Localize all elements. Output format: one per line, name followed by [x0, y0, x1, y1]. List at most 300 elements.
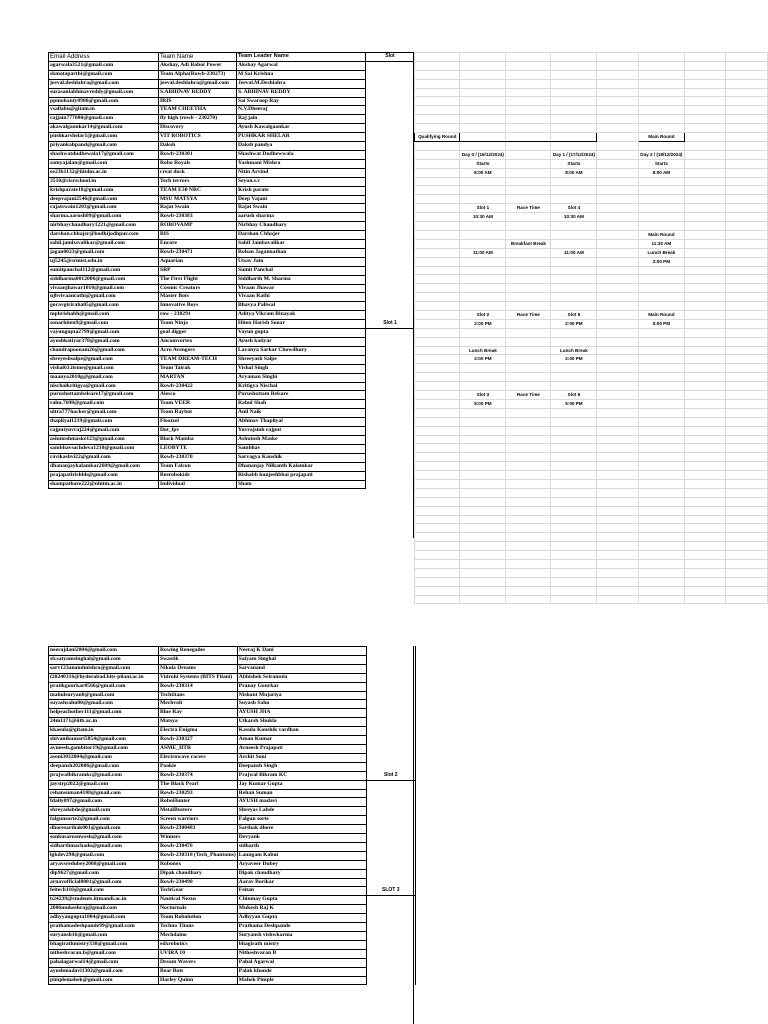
- schedule-cell: [597, 284, 639, 293]
- leader-name-cell: Abhishek Sriramula: [237, 673, 366, 682]
- schedule-cell: [638, 595, 684, 604]
- schedule-cell: [684, 115, 726, 124]
- table-row: [49, 159, 415, 168]
- leader-name-cell: Rehan Suman: [237, 789, 366, 798]
- email-cell: ee23b1132@iiitdm.ac.in: [49, 168, 159, 177]
- schedule-cell: [597, 542, 639, 551]
- email-cell: pahalagarwal14@gmail.com: [49, 958, 159, 967]
- schedule-row: [415, 141, 768, 150]
- schedule-cell: [506, 426, 551, 435]
- team-name-cell: TechGear: [159, 887, 238, 896]
- schedule-cell: [726, 399, 768, 408]
- table-row: [49, 418, 415, 427]
- schedule-cell: [415, 382, 460, 391]
- team-name-cell: Encore: [159, 240, 237, 249]
- schedule-cell: [638, 302, 684, 311]
- email-cell: suryansh16@gmail.com: [49, 932, 159, 941]
- schedule-cell: [506, 533, 551, 542]
- schedule-cell: [460, 284, 506, 293]
- email-cell: vivaanjhawar1010@gmail.com: [49, 284, 159, 293]
- email-cell: pushkarshelar1@gmail.com: [49, 133, 159, 142]
- leader-name-cell: Chinmay Gupta: [237, 896, 366, 905]
- team-name-cell: Floatzel: [159, 418, 237, 427]
- schedule-cell: [726, 106, 768, 115]
- schedule-cell: [551, 568, 597, 577]
- schedule-cell: [597, 408, 639, 417]
- email-cell: agarwala3521@gmail.com: [49, 61, 159, 70]
- email-cell: ravikashvi22@gmail.com: [49, 453, 159, 462]
- schedule-cell: [638, 373, 684, 382]
- email-cell: shreyeshsalpe@gmail.com: [49, 355, 159, 364]
- schedule-cell: [726, 488, 768, 497]
- schedule-cell: [638, 417, 684, 426]
- leader-name-cell: Darshan Chhajer: [237, 231, 366, 240]
- schedule-cell: [460, 595, 506, 604]
- main-round-label: Main Round: [638, 230, 684, 239]
- schedule-cell: [506, 586, 551, 595]
- schedule-cell: [726, 124, 768, 133]
- slot-cell: [366, 976, 415, 985]
- schedule-cell: [551, 471, 597, 480]
- team-name-cell: SRP: [159, 266, 237, 275]
- schedule-cell: [597, 293, 639, 302]
- schedule-cell: [460, 53, 506, 62]
- schedule-cell: [506, 248, 551, 257]
- schedule-cell: [597, 399, 639, 408]
- slot-cell: [366, 736, 415, 745]
- table-row: [49, 293, 415, 302]
- slot-cell: [366, 471, 415, 480]
- schedule-row: [415, 124, 768, 133]
- schedule-row: [415, 515, 768, 524]
- schedule-cell: [684, 204, 726, 213]
- email-cell: maanya2010g@gmail.com: [49, 373, 159, 382]
- time-1100: 11:00 AM: [460, 248, 506, 257]
- table-row: [49, 409, 415, 418]
- race-schedule-grid: [414, 52, 768, 604]
- email-cell: 3510@cisrschool.in: [49, 177, 159, 186]
- email-cell: vsallabu@gitam.in: [49, 106, 159, 115]
- schedule-cell: [415, 293, 460, 302]
- leader-name-cell: Rajat Swain: [237, 204, 366, 213]
- schedule-row: [415, 408, 768, 417]
- slot-cell: [366, 355, 415, 364]
- schedule-cell: [415, 533, 460, 542]
- email-cell: nirbhaychaudhary1221@gmail.com: [49, 222, 159, 231]
- team-name-cell: Matsya: [159, 718, 238, 727]
- schedule-row: [415, 61, 768, 70]
- slot-cell: [366, 789, 415, 798]
- team-name-cell: Rowb-230383: [159, 213, 237, 222]
- schedule-cell: [415, 462, 460, 471]
- email-cell: lgkdev298@gmail.com: [49, 851, 159, 860]
- schedule-cell: [506, 186, 551, 195]
- leader-name-cell: Jay Kumar Gupta: [237, 780, 366, 789]
- team-name-cell: Team Raybot: [159, 409, 237, 418]
- schedule-row: [415, 53, 768, 62]
- table-row: [49, 142, 415, 151]
- schedule-cell: [415, 159, 460, 168]
- schedule-cell: [415, 141, 460, 150]
- schedule-cell: [506, 133, 551, 142]
- slot-cell: [366, 444, 415, 453]
- schedule-cell: [551, 222, 597, 231]
- team-name-cell: Nocturnals: [159, 905, 238, 914]
- email-cell: sumitpanchal112@gmail.com: [49, 266, 159, 275]
- slot-cell: [366, 266, 415, 275]
- team-name-cell: The First Flight: [159, 275, 237, 284]
- leader-name-cell: Abhinav Thapliyal: [237, 418, 366, 427]
- schedule-cell: [551, 551, 597, 560]
- schedule-cell: [726, 61, 768, 70]
- schedule-row: [415, 453, 768, 462]
- email-cell: dip9627@gmail.com: [49, 869, 159, 878]
- schedule-cell: [415, 88, 460, 97]
- schedule-cell: [460, 488, 506, 497]
- schedule-cell: [551, 97, 597, 106]
- schedule-cell: [460, 586, 506, 595]
- leader-name-cell: Yuvrajsinh rajput: [237, 427, 366, 436]
- team-name-cell: VIT ROBOTICS: [159, 133, 237, 142]
- leader-name-cell: M Sai Krishna: [237, 70, 366, 79]
- leader-name-cell: Avneesh Prajapati: [237, 744, 366, 753]
- leader-name-cell: PUSHKAR SHELAR: [237, 133, 366, 142]
- schedule-cell: [684, 133, 726, 142]
- slot-cell: [366, 231, 415, 240]
- email-cell: b24239@students.iitmandi.ac.in: [49, 896, 159, 905]
- table-row: [49, 204, 415, 213]
- schedule-row: [415, 168, 768, 177]
- schedule-cell: [460, 408, 506, 417]
- leader-name-cell: Akshay Agarwal: [237, 61, 366, 70]
- schedule-cell: [415, 399, 460, 408]
- schedule-cell: [726, 471, 768, 480]
- schedule-cell: [506, 346, 551, 355]
- schedule-cell: [638, 453, 684, 462]
- schedule-cell: [551, 70, 597, 79]
- schedule-cell: [415, 319, 460, 328]
- email-cell: mahulsuryan0@gmail.com: [49, 691, 159, 700]
- schedule-cell: [597, 533, 639, 542]
- day-1-label: Day 1 / (17/12/2024): [551, 150, 597, 159]
- schedule-cell: [551, 124, 597, 133]
- schedule-cell: [460, 435, 506, 444]
- slot-cell: [366, 655, 415, 664]
- schedule-row: [415, 551, 768, 560]
- team-name-cell: Rowb-230293: [159, 789, 238, 798]
- schedule-cell: [684, 222, 726, 231]
- leader-name-cell: Utkarsh Shukla: [237, 718, 366, 727]
- schedule-cell: [551, 515, 597, 524]
- email-cell: bhagirathmistry338@gmail.com: [49, 940, 159, 949]
- schedule-cell: [684, 248, 726, 257]
- schedule-cell: [597, 595, 639, 604]
- schedule-cell: [684, 186, 726, 195]
- schedule-cell: [415, 222, 460, 231]
- schedule-row: [415, 506, 768, 515]
- schedule-row: [415, 319, 768, 328]
- schedule-cell: [638, 177, 684, 186]
- schedule-cell: [638, 53, 684, 62]
- schedule-cell: [415, 355, 460, 364]
- schedule-cell: [684, 106, 726, 115]
- schedule-cell: [597, 382, 639, 391]
- table-row: [49, 471, 415, 480]
- email-cell: sharma.aarush09@gmail.com: [49, 213, 159, 222]
- schedule-row: [415, 346, 768, 355]
- schedule-cell: [638, 577, 684, 586]
- schedule-cell: [460, 239, 506, 248]
- schedule-cell: [726, 346, 768, 355]
- email-cell: thapliyal1219@gmail.com: [49, 418, 159, 427]
- schedule-cell: [551, 88, 597, 97]
- schedule-cell: [506, 195, 551, 204]
- schedule-cell: [726, 364, 768, 373]
- schedule-cell: [597, 497, 639, 506]
- team-name-cell: Black Mamba: [159, 435, 237, 444]
- team-name-cell: creat dock: [159, 168, 237, 177]
- schedule-cell: [638, 186, 684, 195]
- email-cell: sahil.jambavalikar@gmail.com: [49, 240, 159, 249]
- slot-cell: [366, 186, 415, 195]
- schedule-cell: [460, 560, 506, 569]
- schedule-cell: [684, 542, 726, 551]
- schedule-row: [415, 310, 768, 319]
- starts-label: Starts: [460, 159, 506, 168]
- day-2-label: Day 2 / (18/12/2024): [638, 150, 684, 159]
- table-row: [49, 718, 416, 727]
- schedule-cell: [460, 133, 506, 142]
- table-row: [49, 391, 415, 400]
- time-1030: 10:30 AM: [460, 213, 506, 222]
- schedule-row: [415, 586, 768, 595]
- schedule-cell: [597, 488, 639, 497]
- team-name-cell: Techtitans: [159, 691, 238, 700]
- schedule-cell: [726, 266, 768, 275]
- email-cell: prajapatirishbh@gmail.com: [49, 471, 159, 480]
- schedule-cell: [551, 133, 597, 142]
- schedule-row: [415, 382, 768, 391]
- slot-cell: [366, 329, 415, 338]
- schedule-cell: [460, 141, 506, 150]
- schedule-cell: [726, 382, 768, 391]
- table-row: [49, 860, 416, 869]
- schedule-cell: [551, 444, 597, 453]
- schedule-cell: [684, 328, 726, 337]
- leader-name-cell: bhagirath mistry: [237, 940, 366, 949]
- schedule-cell: [684, 230, 726, 239]
- schedule-cell: [726, 560, 768, 569]
- schedule-cell: [415, 542, 460, 551]
- table-row: [49, 878, 416, 887]
- slot-cell: [366, 257, 415, 266]
- slot-cell: [366, 293, 415, 302]
- leader-name-cell: Pahal Agarwal: [237, 958, 366, 967]
- schedule-cell: [551, 560, 597, 569]
- table-row: [49, 462, 415, 471]
- schedule-cell: [415, 480, 460, 489]
- team-name-cell: MetalBusters: [159, 807, 238, 816]
- schedule-cell: [506, 168, 551, 177]
- email-cell: darshan.chhajer@bodhijodhpur.com: [49, 231, 159, 240]
- schedule-cell: [726, 213, 768, 222]
- schedule-row: [415, 391, 768, 400]
- schedule-cell: [597, 417, 639, 426]
- schedule-cell: [551, 364, 597, 373]
- schedule-cell: [460, 222, 506, 231]
- schedule-cell: [597, 133, 639, 142]
- schedule-row: [415, 159, 768, 168]
- schedule-cell: [415, 124, 460, 133]
- slot-cell: [366, 807, 415, 816]
- schedule-cell: [415, 97, 460, 106]
- schedule-cell: [551, 586, 597, 595]
- team-name-cell: Team Alpha(Rowb-230273): [159, 70, 237, 79]
- schedule-cell: [506, 480, 551, 489]
- schedule-cell: [597, 551, 639, 560]
- schedule-cell: [684, 382, 726, 391]
- schedule-cell: [726, 79, 768, 88]
- schedule-cell: [638, 533, 684, 542]
- schedule-cell: [506, 275, 551, 284]
- leader-name-cell: Archit Soni: [237, 753, 366, 762]
- table-row: [49, 816, 416, 825]
- schedule-cell: [684, 337, 726, 346]
- table-row: [49, 284, 415, 293]
- schedule-cell: [506, 551, 551, 560]
- schedule-row: [415, 328, 768, 337]
- schedule-cell: [597, 248, 639, 257]
- schedule-cell: [726, 177, 768, 186]
- schedule-cell: [726, 524, 768, 533]
- team-name-cell: Bear Bots: [159, 967, 238, 976]
- slot-cell: [366, 435, 415, 444]
- schedule-cell: [684, 444, 726, 453]
- breakfast-break-label: Breakfast Break: [506, 239, 551, 248]
- lunch-break-label: Lunch Break: [460, 346, 506, 355]
- slot-cell: [366, 798, 415, 807]
- table-row: [49, 923, 416, 932]
- leader-name-cell: aarush sharma: [237, 213, 366, 222]
- schedule-cell: [684, 53, 726, 62]
- team-name-cell: Alesco: [159, 391, 237, 400]
- schedule-cell: [684, 97, 726, 106]
- schedule-cell: [597, 124, 639, 133]
- schedule-cell: [506, 542, 551, 551]
- schedule-cell: [726, 204, 768, 213]
- leader-name-cell: Shashwat Dudhewwala: [237, 150, 366, 159]
- schedule-cell: [684, 310, 726, 319]
- team-name-cell: Rajat Swain: [159, 204, 237, 213]
- schedule-row: [415, 471, 768, 480]
- schedule-cell: [638, 115, 684, 124]
- schedule-cell: [551, 239, 597, 248]
- email-cell: ayushmadavi1302@gmail.com: [49, 967, 159, 976]
- leader-name-cell: Purushottam Belsare: [237, 391, 366, 400]
- schedule-cell: [506, 79, 551, 88]
- table-row: [49, 949, 416, 958]
- leader-name-cell: Saiyam Singhal: [237, 655, 366, 664]
- lunch-break-label: Lunch Break: [551, 346, 597, 355]
- schedule-cell: [415, 53, 460, 62]
- schedule-cell: [597, 471, 639, 480]
- time-200: 2:00 PM: [551, 319, 597, 328]
- schedule-cell: [638, 346, 684, 355]
- schedule-cell: [551, 141, 597, 150]
- team-name-cell: Techno Titans: [159, 923, 238, 932]
- slot-cell: [366, 816, 415, 825]
- schedule-cell: [506, 471, 551, 480]
- email-cell: mphrishabh@gmail.com: [49, 311, 159, 320]
- schedule-cell: [415, 106, 460, 115]
- leader-name-cell: Anil Naik: [237, 409, 366, 418]
- schedule-cell: [684, 568, 726, 577]
- leader-name-cell: Sarvanand: [237, 664, 366, 673]
- email-cell: rehansuman4108@gmail.com: [49, 789, 159, 798]
- schedule-cell: [460, 115, 506, 124]
- team-name-cell: Discovery: [159, 124, 237, 133]
- table-row: [49, 976, 416, 985]
- schedule-cell: [726, 408, 768, 417]
- schedule-cell: [506, 595, 551, 604]
- schedule-cell: [551, 61, 597, 70]
- schedule-cell: [506, 88, 551, 97]
- team-name-cell: Acro Avengers: [159, 346, 237, 355]
- team-name-cell: Team Tairak: [159, 364, 237, 373]
- schedule-row: [415, 275, 768, 284]
- team-name-cell: TEAM CHEETHA: [159, 106, 237, 115]
- team-name-cell: Rowb-230490: [159, 878, 238, 887]
- table-row: [49, 736, 416, 745]
- schedule-cell: [415, 186, 460, 195]
- schedule-cell: [415, 408, 460, 417]
- team-name-cell: Robo Royals: [159, 159, 237, 168]
- slot-cell: [366, 418, 415, 427]
- schedule-row: [415, 222, 768, 231]
- schedule-cell: [638, 355, 684, 364]
- schedule-cell: [726, 248, 768, 257]
- schedule-cell: [638, 462, 684, 471]
- schedule-cell: [597, 515, 639, 524]
- slot-cell: [366, 222, 415, 231]
- leader-name-cell: Nitheshvaran B: [237, 949, 366, 958]
- schedule-cell: [726, 417, 768, 426]
- schedule-cell: [460, 453, 506, 462]
- leader-name-cell: Rishabh kunjeshbhai prajapati: [237, 471, 366, 480]
- schedule-row: [415, 373, 768, 382]
- table-row: [49, 664, 416, 673]
- schedule-cell: [638, 426, 684, 435]
- team-name-cell: Screen warriors: [159, 816, 238, 825]
- leader-name-cell: Yashmani Mishra: [237, 159, 366, 168]
- email-cell: vayungupta2799@gmail.com: [49, 329, 159, 338]
- email-cell: adhyyangupta1804@gmail.com: [49, 914, 159, 923]
- table-row: [49, 647, 416, 656]
- schedule-cell: [726, 222, 768, 231]
- team-name-cell: Individual: [159, 480, 237, 489]
- slot-cell: [366, 940, 415, 949]
- schedule-cell: [506, 435, 551, 444]
- schedule-cell: [597, 275, 639, 284]
- schedule-row: [415, 106, 768, 115]
- schedule-cell: [415, 310, 460, 319]
- slot-cell: [366, 302, 415, 311]
- schedule-cell: [551, 275, 597, 284]
- table-row: [49, 61, 415, 70]
- table-row: [49, 124, 415, 133]
- schedule-cell: [684, 346, 726, 355]
- schedule-cell: [506, 560, 551, 569]
